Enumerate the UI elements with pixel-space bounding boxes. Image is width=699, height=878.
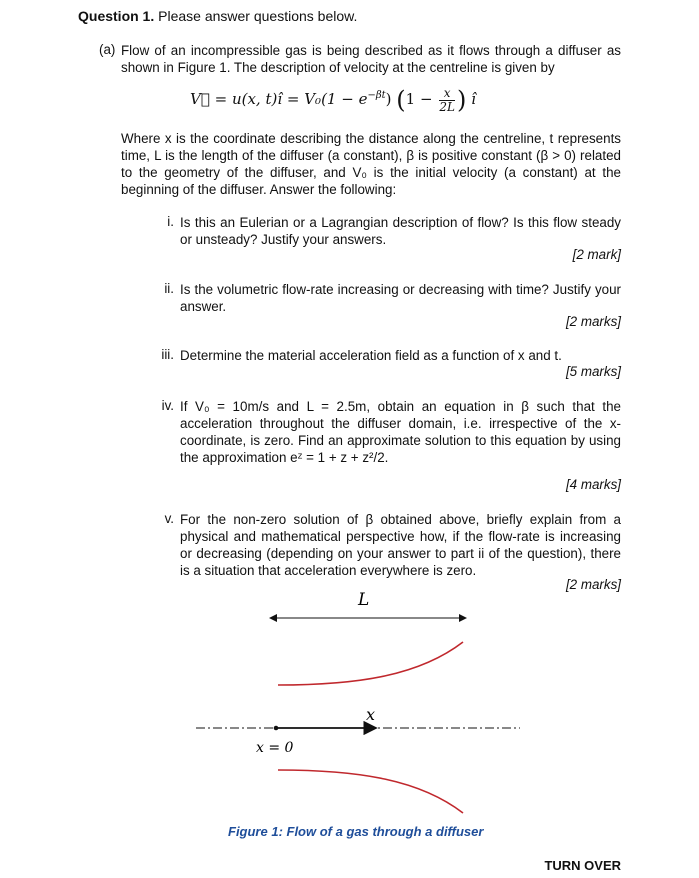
subq-5-marks: [2 marks] <box>565 577 621 592</box>
equation-exponent: −βt <box>367 90 386 101</box>
diffuser-lower-wall <box>278 770 463 813</box>
x-axis-label: x <box>366 705 376 724</box>
diffuser-figure <box>0 580 699 820</box>
origin-label: x = 0 <box>256 740 294 756</box>
subq-2-marks: [2 marks] <box>565 314 621 329</box>
subq-1-number: i. <box>167 214 174 229</box>
question-number: Question 1. <box>78 8 155 24</box>
part-a-label: (a) <box>99 42 116 57</box>
origin-point <box>274 726 279 731</box>
subq-3-number: iii. <box>161 347 174 362</box>
equation-one: 1 − <box>405 90 433 108</box>
subq-2-text: Is the volumetric flow-rate increasing or decreasing with time? Justify your answer. <box>180 282 621 314</box>
subq-4-text: If V₀ = 10m/s and L = 2.5m, obtain an equation in β such that the acceleration throughout the diffuser domain, i.e. irrespective of the x-coordinate, is zero. Find an approximate solution to this equation by using the approximation eᶻ = 1 + z + z²/2. <box>180 399 621 465</box>
velocity-equation <box>190 86 476 114</box>
fraction-denominator: 2L <box>439 99 455 114</box>
turn-over-label: TURN OVER <box>544 858 621 873</box>
close-paren: ) <box>456 86 467 114</box>
subq-5-text: For the non-zero solution of β obtained above, briefly explain from a physical and mathematical perspective how, if the flow-rate is increasing or decreasing (depending on your answer to part ii of the question), there is a situation that acceleration everywhere is zero. <box>180 512 621 578</box>
subq-5-number: v. <box>164 511 174 526</box>
length-label: L <box>358 590 370 610</box>
subq-1-marks: [2 mark] <box>572 247 621 262</box>
question-intro: Please answer questions below. <box>158 8 358 24</box>
question-heading <box>78 8 357 24</box>
part-a-intro: Flow of an incompressible gas is being described as it flows through a diffuser as shown in Figure 1. The description of velocity at the centreline is given by <box>121 43 621 75</box>
open-paren: ( <box>396 86 406 114</box>
equation-rhs: î <box>471 90 476 108</box>
equation-mid: ) <box>385 90 392 108</box>
subq-4-marks: [4 marks] <box>565 477 621 492</box>
subq-4-number: iv. <box>161 398 174 413</box>
subq-2-number: ii. <box>164 281 174 296</box>
subq-1-text: Is this an Eulerian or a Lagrangian description of flow? Is this flow steady or unsteady? Justify your answers. <box>180 215 621 247</box>
subq-3-text: Determine the material acceleration field as a function of x and t. <box>180 348 562 363</box>
equation-fraction <box>439 87 455 114</box>
subq-3-marks: [5 marks] <box>565 364 621 379</box>
fraction-numerator: x <box>439 87 455 101</box>
diffuser-upper-wall <box>278 642 463 685</box>
equation-lhs: V⃗ = u(x, t)î = V₀(1 − e <box>190 90 368 108</box>
where-paragraph: Where x is the coordinate describing the distance along the centreline, t represents time, L is the length of the diffuser (a constant), β is positive constant (β > 0) related to the geometry of the diffuser, and V₀ is the initial velocity (a constant) at the beginning of the diffuser. Answer the following: <box>121 131 621 197</box>
figure-caption: Figure 1: Flow of a gas through a diffuser <box>228 824 484 839</box>
